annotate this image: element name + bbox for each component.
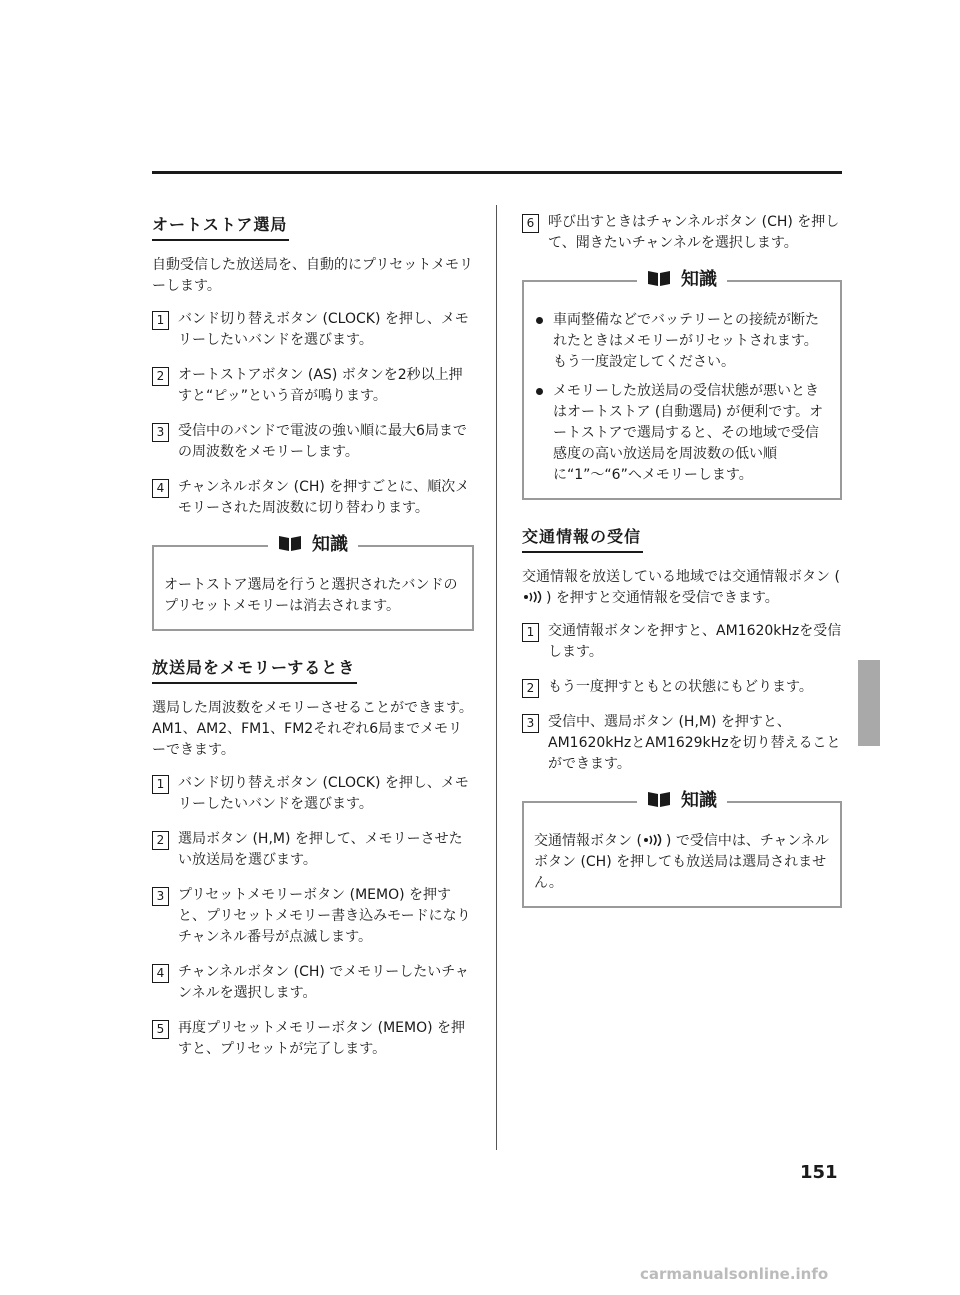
step-text: 受信中、選局ボタン (H,M) を押すと、AM1620kHzとAM1629kHzを切り替えることができます。 [548,714,841,772]
step-text: チャンネルボタン (CH) を押すごとに、順次メモリーされた周波数に切り替わります。 [178,479,470,516]
note-header [524,266,840,294]
column-divider [496,205,497,1150]
step-item [152,829,474,871]
section-intro [522,567,842,609]
note-title: 知識 [312,534,348,555]
step-text: バンド切り替えボタン (CLOCK) を押し、メモリーしたいバンドを選びます。 [178,775,469,812]
step-item [152,885,474,948]
section-heading-memory: 放送局をメモリーするとき [152,655,357,684]
section-intro: 選局した周波数をメモリーさせることができます。 [152,700,473,716]
step-text: 選局ボタン (H,M) を押して、メモリーさせたい放送局を選びます。 [178,831,463,868]
page-number: 151 [800,1162,838,1183]
step-number: 1 [152,311,169,330]
step-text: もう一度押すともとの状態にもどります。 [548,679,813,695]
step-number: 4 [152,479,169,498]
step-text: 再度プリセットメモリーボタン (MEMO) を押すと、プリセットが完了します。 [178,1020,466,1057]
step-item [152,365,474,407]
step-text: 交通情報ボタンを押すと、AM1620kHzを受信します。 [548,623,842,660]
knowledge-note [522,790,842,908]
note-title: 知識 [681,790,717,811]
note-title: 知識 [681,269,717,290]
step-number: 3 [152,887,169,906]
step-text: チャンネルボタン (CH) でメモリーしたいチャンネルを選択します。 [178,964,469,1001]
step-number: 4 [152,964,169,983]
note-text-part: ) で受信中は、チャンネルボタン (CH) を押しても放送局は選局されません。 [534,833,829,891]
step-number: 2 [152,831,169,850]
step-item [152,421,474,463]
bullet-text: メモリーした放送局の受信状態が悪いときはオートストア (自動選局) が便利です。オートストアで選局すると、その地域で受信感度の高い放送局を周波数の低い順に“1”〜“6”へメモリーします。 [553,383,824,483]
step-text: オートストアボタン (AS) ボタンを2秒以上押すと“ピッ”という音が鳴ります。 [178,367,463,404]
intro-text: 交通情報を放送している地域では交通情報ボタン ( [522,569,840,585]
note-text-part: 交通情報ボタン ( [534,833,642,849]
bullet-dot [536,317,543,324]
knowledge-note [152,534,474,631]
step-text: プリセットメモリーボタン (MEMO) を押すと、プリセットメモリー書き込みモードになりチャンネル番号が点滅します。 [178,887,471,945]
step-number: 2 [152,367,169,386]
section-intro: 自動受信した放送局を、自動的にプリセットメモリーします。 [152,257,474,294]
header-rule [152,171,842,174]
step-item [152,773,474,815]
bullet-text: 車両整備などでバッテリーとの接続が断たれたときはメモリーがリセットされます。もう一度設定してください。 [553,312,819,370]
step-item [152,309,474,351]
step-number: 1 [522,623,539,642]
step-text: 呼び出すときはチャンネルボタン (CH) を押して、聞きたいチャンネルを選択します。 [548,214,840,251]
book-icon [647,790,671,808]
step-text: 受信中のバンドで電波の強い順に最大6局までの周波数をメモリーします。 [178,423,467,460]
section-heading-auto-store: オートストア選局 [152,212,289,241]
note-bullet [534,381,830,486]
note-bullet [534,310,830,373]
note-header [524,787,840,815]
step-number: 1 [152,775,169,794]
step-item [522,677,842,698]
step-item [522,621,842,663]
left-column [152,212,474,1074]
section-intro: AM1、AM2、FM1、FM2それぞれ6局までメモリーできます。 [152,721,463,758]
chapter-tab [858,660,880,746]
note-text [534,831,830,894]
step-text: バンド切り替えボタン (CLOCK) を押し、メモリーしたいバンドを選びます。 [178,311,469,348]
step-number: 6 [522,214,539,233]
traffic-info-icon [522,591,546,603]
intro-text: ) を押すと交通情報を受信できます。 [546,590,779,606]
bullet-dot [536,388,543,395]
step-item [152,477,474,519]
note-header [154,531,472,559]
book-icon [647,269,671,287]
right-column [522,212,842,932]
book-icon [278,534,302,552]
step-number: 5 [152,1020,169,1039]
step-number: 2 [522,679,539,698]
step-number: 3 [522,714,539,733]
step-item [152,962,474,1004]
step-item [522,712,842,775]
watermark: carmanualsonline.info [640,1265,829,1283]
note-text: オートストア選局を行うと選択されたバンドのプリセットメモリーは消去されます。 [164,577,458,614]
section-heading-traffic: 交通情報の受信 [522,524,643,553]
step-item [522,212,842,254]
knowledge-note [522,269,842,500]
traffic-info-icon [642,834,666,846]
step-item [152,1018,474,1060]
step-number: 3 [152,423,169,442]
